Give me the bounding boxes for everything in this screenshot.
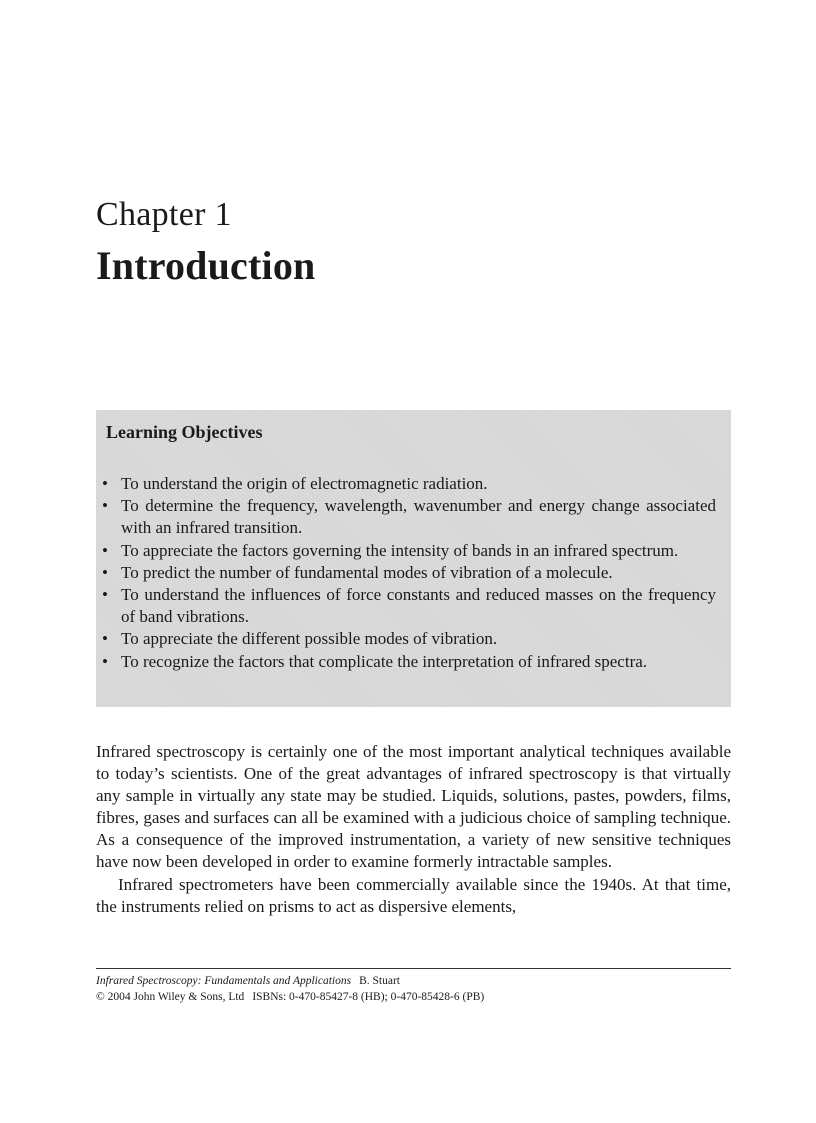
bullet-icon: • <box>102 474 108 493</box>
bullet-icon: • <box>102 629 108 649</box>
chapter-title: Introduction <box>96 243 316 288</box>
footer-divider <box>96 968 731 969</box>
footer-line-1 <box>96 973 731 989</box>
body-text <box>96 741 731 918</box>
learning-objectives-box <box>96 410 731 707</box>
isbn-info: ISBNs: 0-470-85427-8 (HB); 0-470-85428-6 (PB) <box>252 991 485 1003</box>
book-title: Infrared Spectroscopy: Fundamentals and Applications <box>96 975 352 987</box>
objective-item <box>102 562 716 584</box>
body-paragraph: Infrared spectroscopy is certainly one of the most important analytical techniques available to today’s scientists. One of the great advantages of infrared spectroscopy is that virtually any sample in virtually any state may be studied. Liquids, solutions, pastes, powders, films, fibres, gases and surfaces can all be examined with a judicious choice of sampling technique. As a consequence of the improved instrumentation, a variety of new sensitive techniques have now been developed in order to examine formerly intractable samples. <box>96 742 731 872</box>
objective-text: To understand the origin of electromagnetic radiation. <box>121 474 488 493</box>
objective-item <box>102 495 716 539</box>
objective-text: To predict the number of fundamental modes of vibration of a molecule. <box>121 562 613 582</box>
bullet-icon: • <box>102 651 108 671</box>
body-paragraph: Infrared spectrometers have been commercially available since the 1940s. At that time, the instruments relied on prisms to act as dispersive elements, <box>96 874 731 916</box>
objective-text: To determine the frequency, wavelength, wavenumber and energy change associated with an infrared transition. <box>121 496 716 538</box>
objective-text: To appreciate the different possible modes of vibration. <box>121 629 498 649</box>
page-footer <box>96 973 731 1005</box>
objective-text: To recognize the factors that complicate the interpretation of infrared spectra. <box>121 651 648 671</box>
bullet-icon: • <box>102 562 108 582</box>
objective-item <box>102 540 716 562</box>
objective-text: To appreciate the factors governing the intensity of bands in an infrared spectrum. <box>121 540 679 560</box>
chapter-label: Chapter 1 <box>96 196 232 233</box>
objective-item <box>102 628 716 650</box>
copyright-notice: © 2004 John Wiley & Sons, Ltd <box>96 991 245 1003</box>
objective-item <box>102 473 716 495</box>
footer-line-2 <box>96 989 731 1005</box>
objective-text: To understand the influences of force constants and reduced masses on the frequency of band vibrations. <box>121 585 716 627</box>
learning-objectives-heading: Learning Objectives <box>106 422 263 442</box>
objective-item <box>102 584 716 628</box>
bullet-icon: • <box>102 496 108 516</box>
book-author: B. Stuart <box>359 975 400 987</box>
bullet-icon: • <box>102 540 108 560</box>
objective-item <box>102 651 716 673</box>
learning-objectives-list <box>102 473 716 673</box>
bullet-icon: • <box>102 585 108 605</box>
